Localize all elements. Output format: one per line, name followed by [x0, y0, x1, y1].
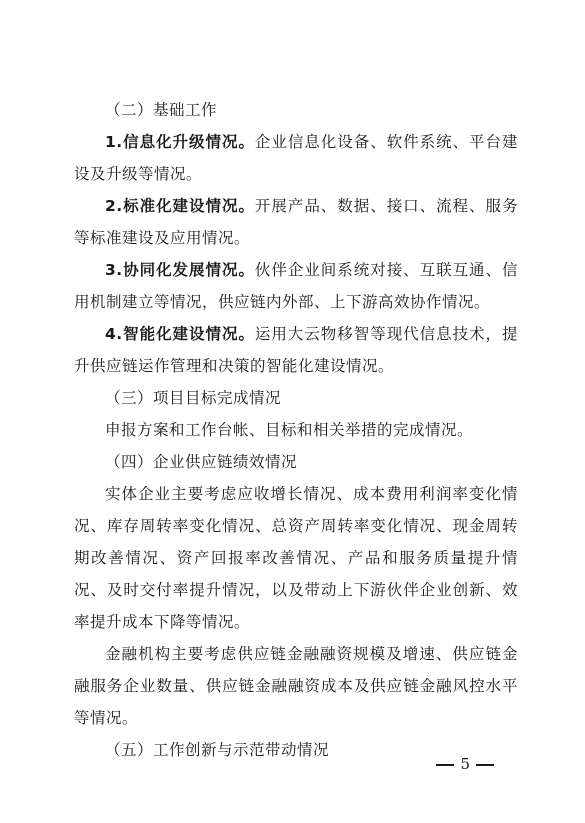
item-4 — [74, 318, 518, 382]
section-4-paragraph-2: 金融机构主要考虑供应链金融融资规模及增速、供应链金融服务企业数量、供应链金融融资成本及供应链金融风控水平等情况。 — [74, 645, 518, 727]
section-heading-4: （四）企业供应链绩效情况 — [105, 453, 298, 471]
item-3-lead: 3.协同化发展情况。 — [105, 261, 255, 279]
item-4-lead: 4.智能化建设情况。 — [105, 325, 255, 343]
item-1-text: 企业信息化设备、软件系统、平台建设及升级等情况。 — [74, 133, 518, 183]
item-2 — [74, 190, 518, 254]
page-footer — [0, 755, 500, 773]
document-body — [74, 94, 518, 766]
section-heading-2: （二）基础工作 — [105, 101, 218, 119]
section-heading-3: （三）项目目标完成情况 — [105, 389, 282, 407]
footer-dash-right — [476, 764, 494, 766]
item-3-text: 伙伴企业间系统对接、互联互通、信用机制建立等情况，供应链内外部、上下游高效协作情况。 — [74, 261, 518, 311]
footer-dash-left — [436, 764, 454, 766]
item-2-lead: 2.标准化建设情况。 — [105, 197, 255, 215]
item-1 — [74, 126, 518, 190]
item-4-text: 运用大云物移智等现代信息技术，提升供应链运作管理和决策的智能化建设情况。 — [74, 325, 518, 375]
section-3-text: 申报方案和工作台帐、目标和相关举措的完成情况。 — [105, 421, 474, 439]
page-number: 5 — [460, 755, 470, 773]
item-1-lead: 1.信息化升级情况。 — [105, 133, 255, 151]
item-2-text: 开展产品、数据、接口、流程、服务等标准建设及应用情况。 — [74, 197, 518, 247]
section-heading-5: （五）工作创新与示范带动情况 — [105, 741, 330, 759]
item-3 — [74, 254, 518, 318]
section-4-paragraph-1: 实体企业主要考虑应收增长情况、成本费用利润率变化情况、库存周转率变化情况、总资产周转率变化情况、现金周转期改善情况、资产回报率改善情况、产品和服务质量提升情况、及时交付率提升情况，以及带动上下游伙伴企业创新、效率提升成本下降等情况。 — [74, 485, 518, 631]
